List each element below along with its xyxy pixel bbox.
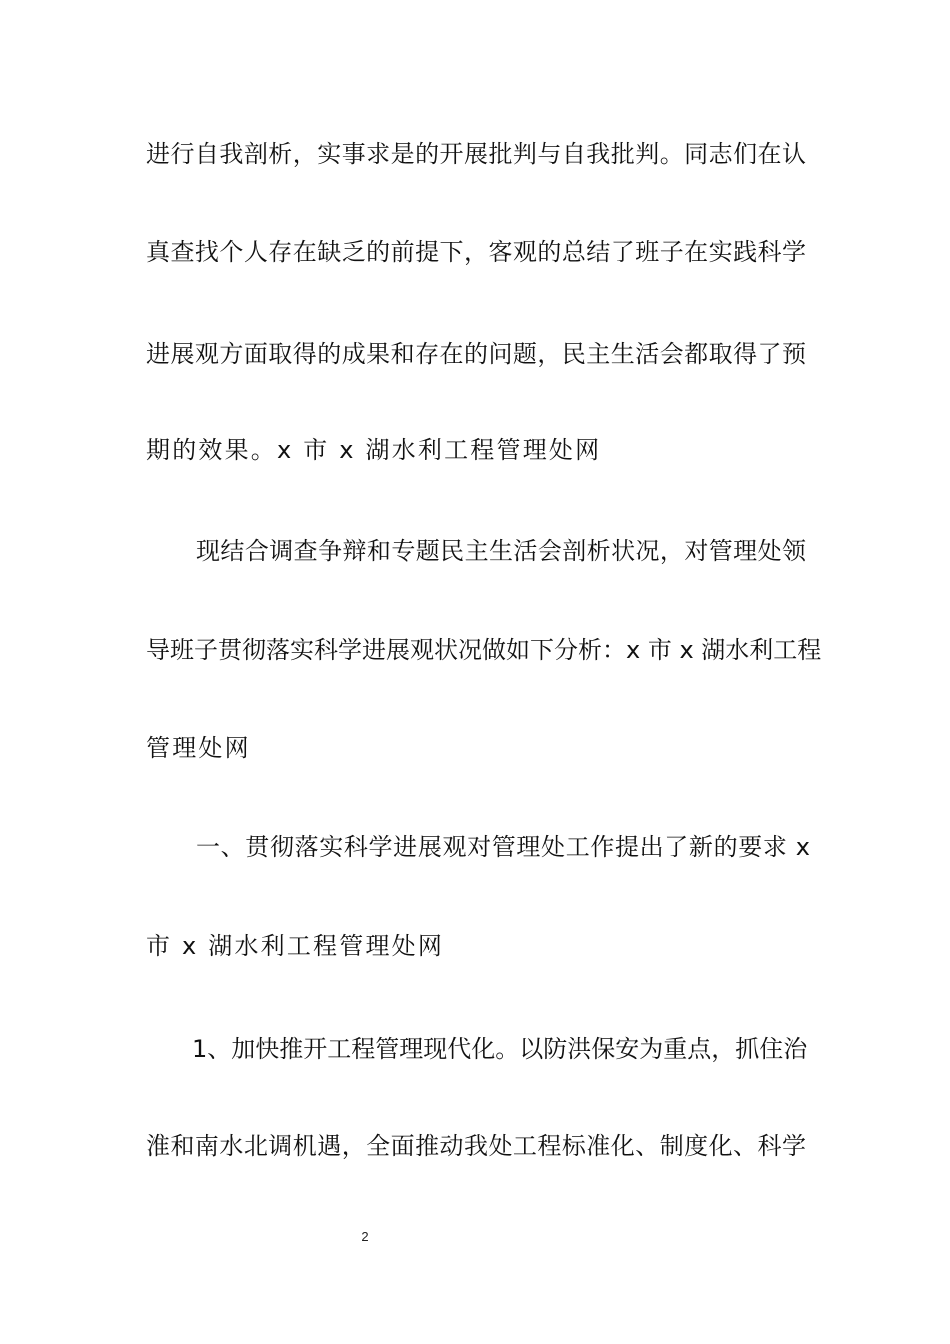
body-text-line: 市 x 湖水利工程管理处网 bbox=[146, 932, 445, 960]
body-text-line: 导班子贯彻落实科学进展观状况做如下分析：x 市 x 湖水利工程 bbox=[146, 636, 822, 664]
paragraph-first-line: 现结合调查争辩和专题民主生活会剖析状况，对管理处领 bbox=[196, 537, 806, 565]
paragraph-first-line: 1、加快推开工程管理现代化。以防洪保安为重点，抓住治 bbox=[192, 1035, 808, 1063]
section-heading-line: 一、贯彻落实科学进展观对管理处工作提出了新的要求 x bbox=[196, 833, 810, 861]
page-number: 2 bbox=[361, 1229, 369, 1244]
body-text-line: 进行自我剖析，实事求是的开展批判与自我批判。同志们在认 bbox=[146, 140, 806, 168]
body-text-line: 期的效果。x 市 x 湖水利工程管理处网 bbox=[146, 436, 602, 464]
body-text-line: 进展观方面取得的成果和存在的问题，民主生活会都取得了预 bbox=[146, 340, 806, 368]
body-text-line: 管理处网 bbox=[146, 734, 251, 762]
body-text-line: 淮和南水北调机遇，全面推动我处工程标准化、制度化、科学 bbox=[146, 1132, 806, 1160]
body-text-line: 真查找个人存在缺乏的前提下，客观的总结了班子在实践科学 bbox=[146, 238, 806, 266]
